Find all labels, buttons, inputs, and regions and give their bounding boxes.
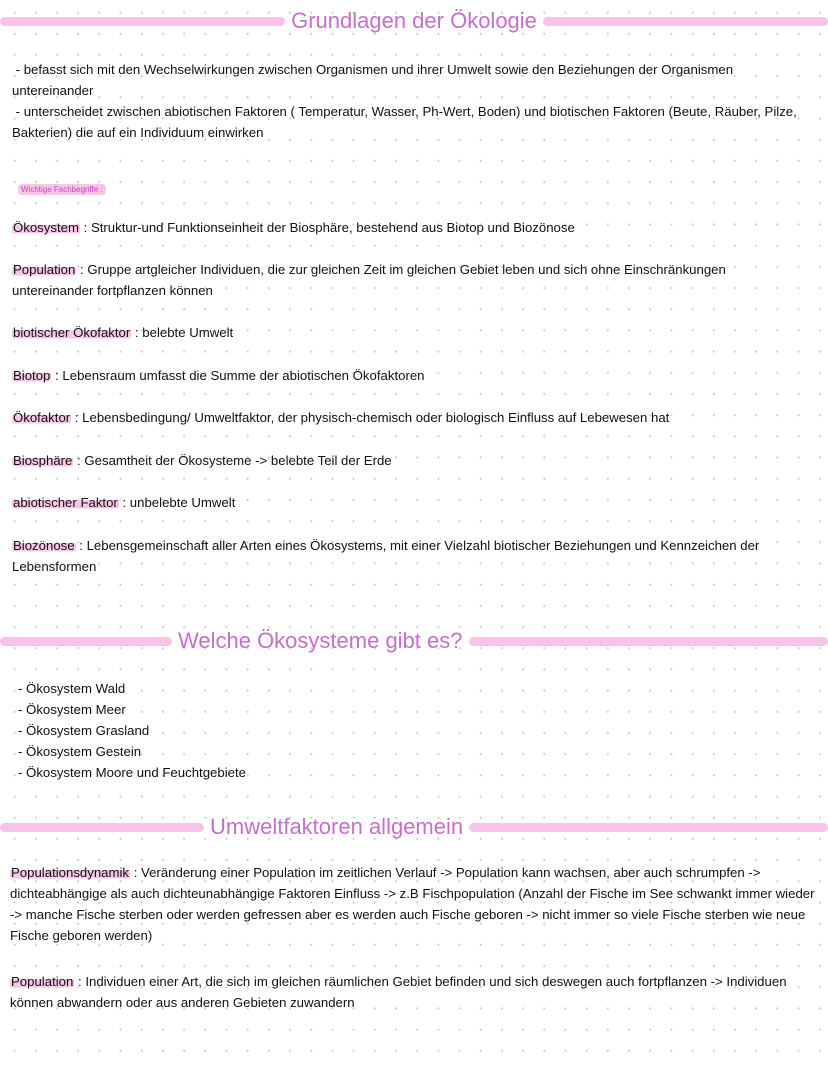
term-definition: : Lebensbedingung/ Umweltfaktor, der physisch-chemisch oder biologisch Einfluss auf Lebewesen hat: [71, 410, 670, 425]
section-heading-umweltfaktoren: [0, 814, 828, 840]
term: Ökosystem: [13, 220, 79, 235]
intro-line: - befasst sich mit den Wechselwirkungen zwischen Organismen und ihrer Umwelt sowie den Beziehungen der Organismen untereinander: [12, 62, 737, 98]
term: Ökofaktor: [13, 410, 71, 425]
list-item: - Ökosystem Moore und Feuchtgebiete: [18, 765, 246, 780]
term: Biosphäre: [13, 453, 73, 468]
term-entry: [12, 407, 802, 428]
list-item: - Ökosystem Grasland: [18, 723, 150, 738]
heading-bar: [469, 637, 828, 646]
term: Biotop: [13, 368, 51, 383]
heading-bar: [469, 823, 828, 832]
list-item: - Ökosystem Wald: [18, 681, 126, 696]
heading-title: Grundlagen der Ökologie: [291, 8, 537, 33]
intro-line: - unterscheidet zwischen abiotischen Faktoren ( Temperatur, Wasser, Ph-Wert, Boden) und biotischen Faktoren (Beute, Räuber, Pilze, Bakterien) die auf ein Individuum einwirken: [12, 104, 801, 140]
section-heading-oekosysteme: [0, 628, 828, 654]
heading-title: Welche Ökosysteme gibt es?: [178, 628, 463, 653]
term-definition: : Gesamtheit der Ökosysteme -> belebte Teil der Erde: [73, 453, 392, 468]
ecosystem-list: [18, 678, 808, 783]
list-item: - Ökosystem Meer: [18, 702, 126, 717]
term-definition: : Gruppe artgleicher Individuen, die zur gleichen Zeit im gleichen Gebiet leben und sich ohne Einschränkungen untereinander fortpflanzen können: [12, 262, 726, 298]
section-heading-grundlagen: [0, 8, 828, 34]
list-item: - Ökosystem Gestein: [18, 744, 142, 759]
heading-bar: [0, 17, 285, 26]
term-definition: : Struktur-und Funktionseinheit der Biosphäre, bestehend aus Biotop und Biozönose: [79, 220, 575, 235]
heading-title: Umweltfaktoren allgemein: [210, 814, 464, 839]
term-entry: [12, 322, 802, 343]
term-definition: : belebte Umwelt: [131, 325, 234, 340]
term-definition: : Veränderung einer Population im zeitlichen Verlauf -> Population kann wachsen, aber auch schrumpfen -> dichteabhängige als auch dichteunabhängige Faktoren Einfluss -> z.B Fischpopulation (Anzahl der Fische im See schwankt immer wieder -> manche Fische sterben oder werden gefressen aber es werden auch Fische geboren -> nicht immer so viele Fische sterben wie neue Fische geboren werden): [10, 865, 815, 943]
term-entry: [12, 217, 802, 238]
term-definition: : Individuen einer Art, die sich im gleichen räumlichen Gebiet befinden und sich deswegen auch fortpflanzen -> Individuen können abwandern oder aus anderen Gebieten zuwandern: [10, 974, 787, 1010]
fachbegriffe-label: Wichtige Fachbegriffe :: [18, 184, 106, 195]
heading-bar: [0, 637, 172, 646]
term: Populationsdynamik: [11, 865, 130, 880]
term: Population: [11, 974, 74, 989]
term: Population: [13, 262, 76, 277]
term-definition: : Lebensraum umfasst die Summe der abiotischen Ökofaktoren: [51, 368, 425, 383]
term-entry: [12, 492, 802, 513]
term-entry: [10, 971, 815, 1013]
term-definition: : Lebensgemeinschaft aller Arten eines Ökosystems, mit einer Vielzahl biotischer Beziehungen und Kennzeichen der Lebensformen: [12, 538, 760, 574]
term-entry: [12, 365, 802, 386]
heading-bar: [0, 823, 204, 832]
term: biotischer Ökofaktor: [13, 325, 131, 340]
intro-text: [12, 59, 802, 143]
term-entry: [12, 259, 802, 301]
term-entry: [10, 862, 815, 946]
term-definition: : unbelebte Umwelt: [118, 495, 236, 510]
heading-bar: [543, 17, 828, 26]
term: Biozönose: [13, 538, 75, 553]
term: abiotischer Faktor: [13, 495, 118, 510]
term-entry: [12, 450, 802, 471]
term-entry: [12, 535, 802, 577]
